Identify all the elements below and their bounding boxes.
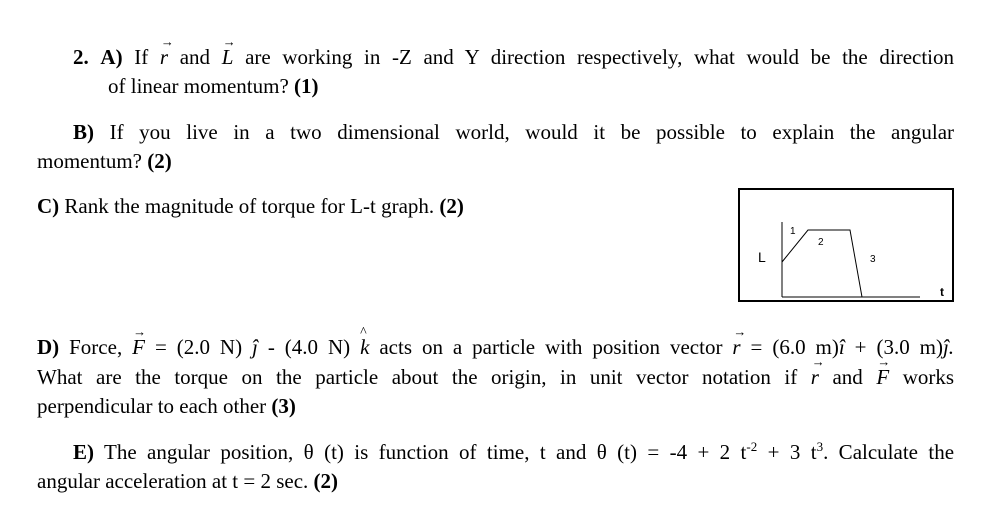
part-a-line-2 — [108, 72, 319, 100]
part-d-marks: (3) — [271, 394, 296, 418]
part-d-text: perpendicular to each other — [37, 394, 267, 418]
part-d-text: = (2.0 N) — [154, 335, 243, 359]
vector-F: F → — [132, 333, 145, 361]
vector-r: r → — [732, 333, 740, 361]
part-d-text: acts on a particle with position vector — [379, 335, 723, 359]
part-d-text: = (6.0 m) — [750, 335, 839, 359]
graph-x-label: t — [940, 285, 944, 299]
part-d-line-2 — [37, 363, 954, 391]
part-c-text: Rank the magnitude of torque for L-t graph. — [64, 194, 435, 218]
lt-graph — [738, 188, 954, 302]
unit-j: ĵ — [252, 335, 258, 359]
unit-j: ĵ. — [942, 335, 955, 359]
part-a-label: A) — [100, 45, 123, 69]
part-e-marks: (2) — [313, 469, 339, 493]
vector-r: r → — [160, 43, 168, 71]
part-d-line-3 — [37, 392, 296, 420]
vector-r: r → — [811, 363, 819, 391]
part-d-text: works — [902, 365, 955, 389]
part-e-line-2 — [37, 467, 338, 495]
part-d-label: D) — [37, 335, 60, 359]
part-d-text: Force, — [69, 335, 123, 359]
part-b-label: B) — [73, 120, 94, 144]
part-b-marks: (2) — [147, 149, 172, 173]
part-e-label: E) — [73, 440, 94, 464]
part-c-marks: (2) — [439, 194, 464, 218]
vector-L: L → — [222, 43, 234, 71]
part-d-text: and — [832, 365, 863, 389]
part-d-text: + (3.0 m) — [854, 335, 943, 359]
part-d-text: - (4.0 N) — [267, 335, 351, 359]
graph-y-label: L — [758, 249, 766, 265]
question-number: 2. — [73, 45, 89, 69]
part-a-text: of linear momentum? — [108, 74, 289, 98]
lt-graph-svg — [740, 190, 952, 300]
graph-seg-2-label: 2 — [818, 237, 824, 248]
part-e-text: The angular position, θ (t) is function of time, t and θ (t) = -4 + 2 t — [104, 440, 747, 464]
part-b-line-2 — [37, 147, 172, 175]
part-e-text: angular acceleration at t = 2 sec. — [37, 469, 309, 493]
part-c-label: C) — [37, 194, 60, 218]
part-e-exponent: 3 — [816, 439, 824, 454]
graph-seg-3-label: 3 — [870, 254, 876, 265]
part-e-exponent: -2 — [746, 439, 758, 454]
part-e-line-1 — [73, 438, 954, 466]
part-b-text: momentum? — [37, 149, 142, 173]
vector-F: F → — [876, 363, 889, 391]
part-e-text: . Calculate the — [823, 440, 955, 464]
part-a-text: and — [179, 45, 211, 69]
unit-k: k ^ — [360, 333, 369, 361]
part-b-text: If you live in a two dimensional world, would it be possible to explain the angular — [109, 120, 955, 144]
unit-i: î — [838, 335, 845, 359]
part-e-text: + 3 t — [767, 440, 817, 464]
part-a-line-1 — [73, 43, 954, 71]
part-b-line-1 — [73, 118, 954, 146]
part-a-marks: (1) — [294, 74, 319, 98]
part-a-text: If — [134, 45, 149, 69]
part-d-text: What are the torque on the particle about the origin, in unit vector notation if — [37, 365, 798, 389]
part-c-line — [37, 192, 464, 220]
graph-seg-1-label: 1 — [790, 226, 796, 237]
part-a-text: are working in -Z and Y direction respectively, what would be the direction — [245, 45, 955, 69]
